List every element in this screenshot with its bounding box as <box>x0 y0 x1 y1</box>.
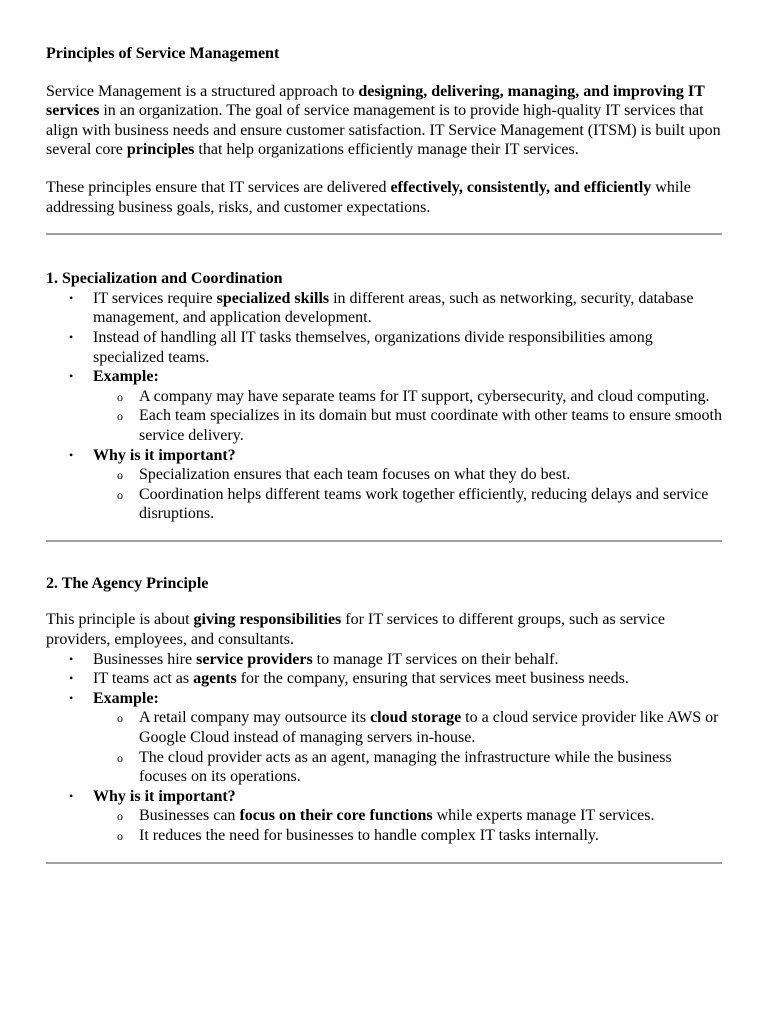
bullet-item <box>93 787 722 846</box>
sub-list <box>93 806 722 845</box>
sub-list <box>93 708 722 786</box>
text-run: This principle is about <box>46 611 194 629</box>
text-run: while addressing business goals, risks, and customer expectations. <box>46 178 691 216</box>
bold-text: agents <box>193 670 237 688</box>
text-run: to a cloud service provider like AWS or Google Cloud instead of managing servers in-house. <box>139 709 719 747</box>
horizontal-rule <box>46 862 722 864</box>
bullet-item <box>93 650 722 670</box>
horizontal-rule <box>46 540 722 542</box>
bold-text: cloud storage <box>370 709 462 727</box>
text-run: while experts manage IT services. <box>432 807 655 825</box>
text-run: It reduces the need for businesses to handle complex IT tasks internally. <box>139 827 599 844</box>
text-run: The cloud provider acts as an agent, managing the infrastructure while the business focuses on its operations. <box>139 748 672 786</box>
sub-bullet-item <box>139 708 722 747</box>
bullet-item <box>93 328 722 367</box>
bold-text: designing, delivering, managing, and improving IT services <box>46 82 705 120</box>
bold-text: specialized skills <box>216 289 330 307</box>
text-run: for the company, ensuring that services meet business needs. <box>236 670 629 688</box>
bullet-item <box>93 689 722 787</box>
text-run: in different areas, such as networking, security, database management, and application development. <box>93 289 694 327</box>
text-run: Businesses can <box>139 807 240 825</box>
bullet-item <box>93 289 722 328</box>
text-run: Instead of handling all IT tasks themselves, organizations divide responsibilities among specialized teams. <box>93 328 653 366</box>
text-run: A company may have separate teams for IT support, cybersecurity, and cloud computing. <box>139 387 710 405</box>
section-1-heading: 1. Specialization and Coordination <box>46 270 283 288</box>
bullet-item <box>93 367 722 445</box>
sub-list <box>93 387 722 446</box>
bold-text: service providers <box>196 650 313 668</box>
bold-text: Example: <box>93 689 159 707</box>
sub-list <box>93 465 722 524</box>
bold-text: giving responsibilities <box>193 611 342 629</box>
section-2-intro-paragraph <box>46 610 722 649</box>
text-run: These principles ensure that IT services are delivered <box>46 178 391 196</box>
text-run: for IT services to different groups, such as service providers, employees, and consultants. <box>46 611 666 649</box>
sub-bullet-item <box>139 406 722 445</box>
bold-text: effectively, consistently, and efficiently <box>390 178 652 196</box>
horizontal-rule <box>46 233 722 235</box>
bold-text: Example: <box>93 368 159 386</box>
sub-bullet-item <box>139 806 722 826</box>
section-1-list <box>46 289 722 524</box>
bold-text: focus on their core functions <box>239 807 433 825</box>
bold-text: Why is it important? <box>93 446 236 464</box>
text-run: Service Management is a structured approach to <box>46 82 359 100</box>
text-run: that help organizations efficiently manage their IT services. <box>194 141 579 159</box>
sub-bullet-item <box>139 465 722 485</box>
sub-bullet-item <box>139 387 722 407</box>
text-run: IT services require <box>93 289 217 307</box>
bullet-item <box>93 669 722 689</box>
document-title: Principles of Service Management <box>46 45 280 62</box>
section-2-heading: 2. The Agency Principle <box>46 574 209 592</box>
intro-paragraph-2 <box>46 178 722 217</box>
text-run: in an organization. The goal of service management is to provide high-quality IT services that align with business needs and ensure customer satisfaction. IT Service Management (ITSM) is built upon several core <box>46 102 721 159</box>
text-run: Coordination helps different teams work together efficiently, reducing delays and service disruptions. <box>139 485 709 523</box>
section-2-list <box>46 650 722 846</box>
bold-text: Why is it important? <box>93 787 236 805</box>
text-run: to manage IT services on their behalf. <box>312 650 559 668</box>
bullet-item <box>93 446 722 524</box>
text-run: Businesses hire <box>93 650 197 668</box>
intro-paragraph-1 <box>46 82 722 160</box>
text-run: A retail company may outsource its <box>139 709 371 727</box>
bold-text: principles <box>126 141 195 159</box>
text-run: Specialization ensures that each team focuses on what they do best. <box>139 466 571 484</box>
text-run: Each team specializes in its domain but must coordinate with other teams to ensure smooth service delivery. <box>139 407 722 444</box>
sub-bullet-item <box>139 826 722 846</box>
sub-bullet-item <box>139 485 722 524</box>
sub-bullet-item <box>139 748 722 787</box>
text-run: IT teams act as <box>93 670 194 688</box>
